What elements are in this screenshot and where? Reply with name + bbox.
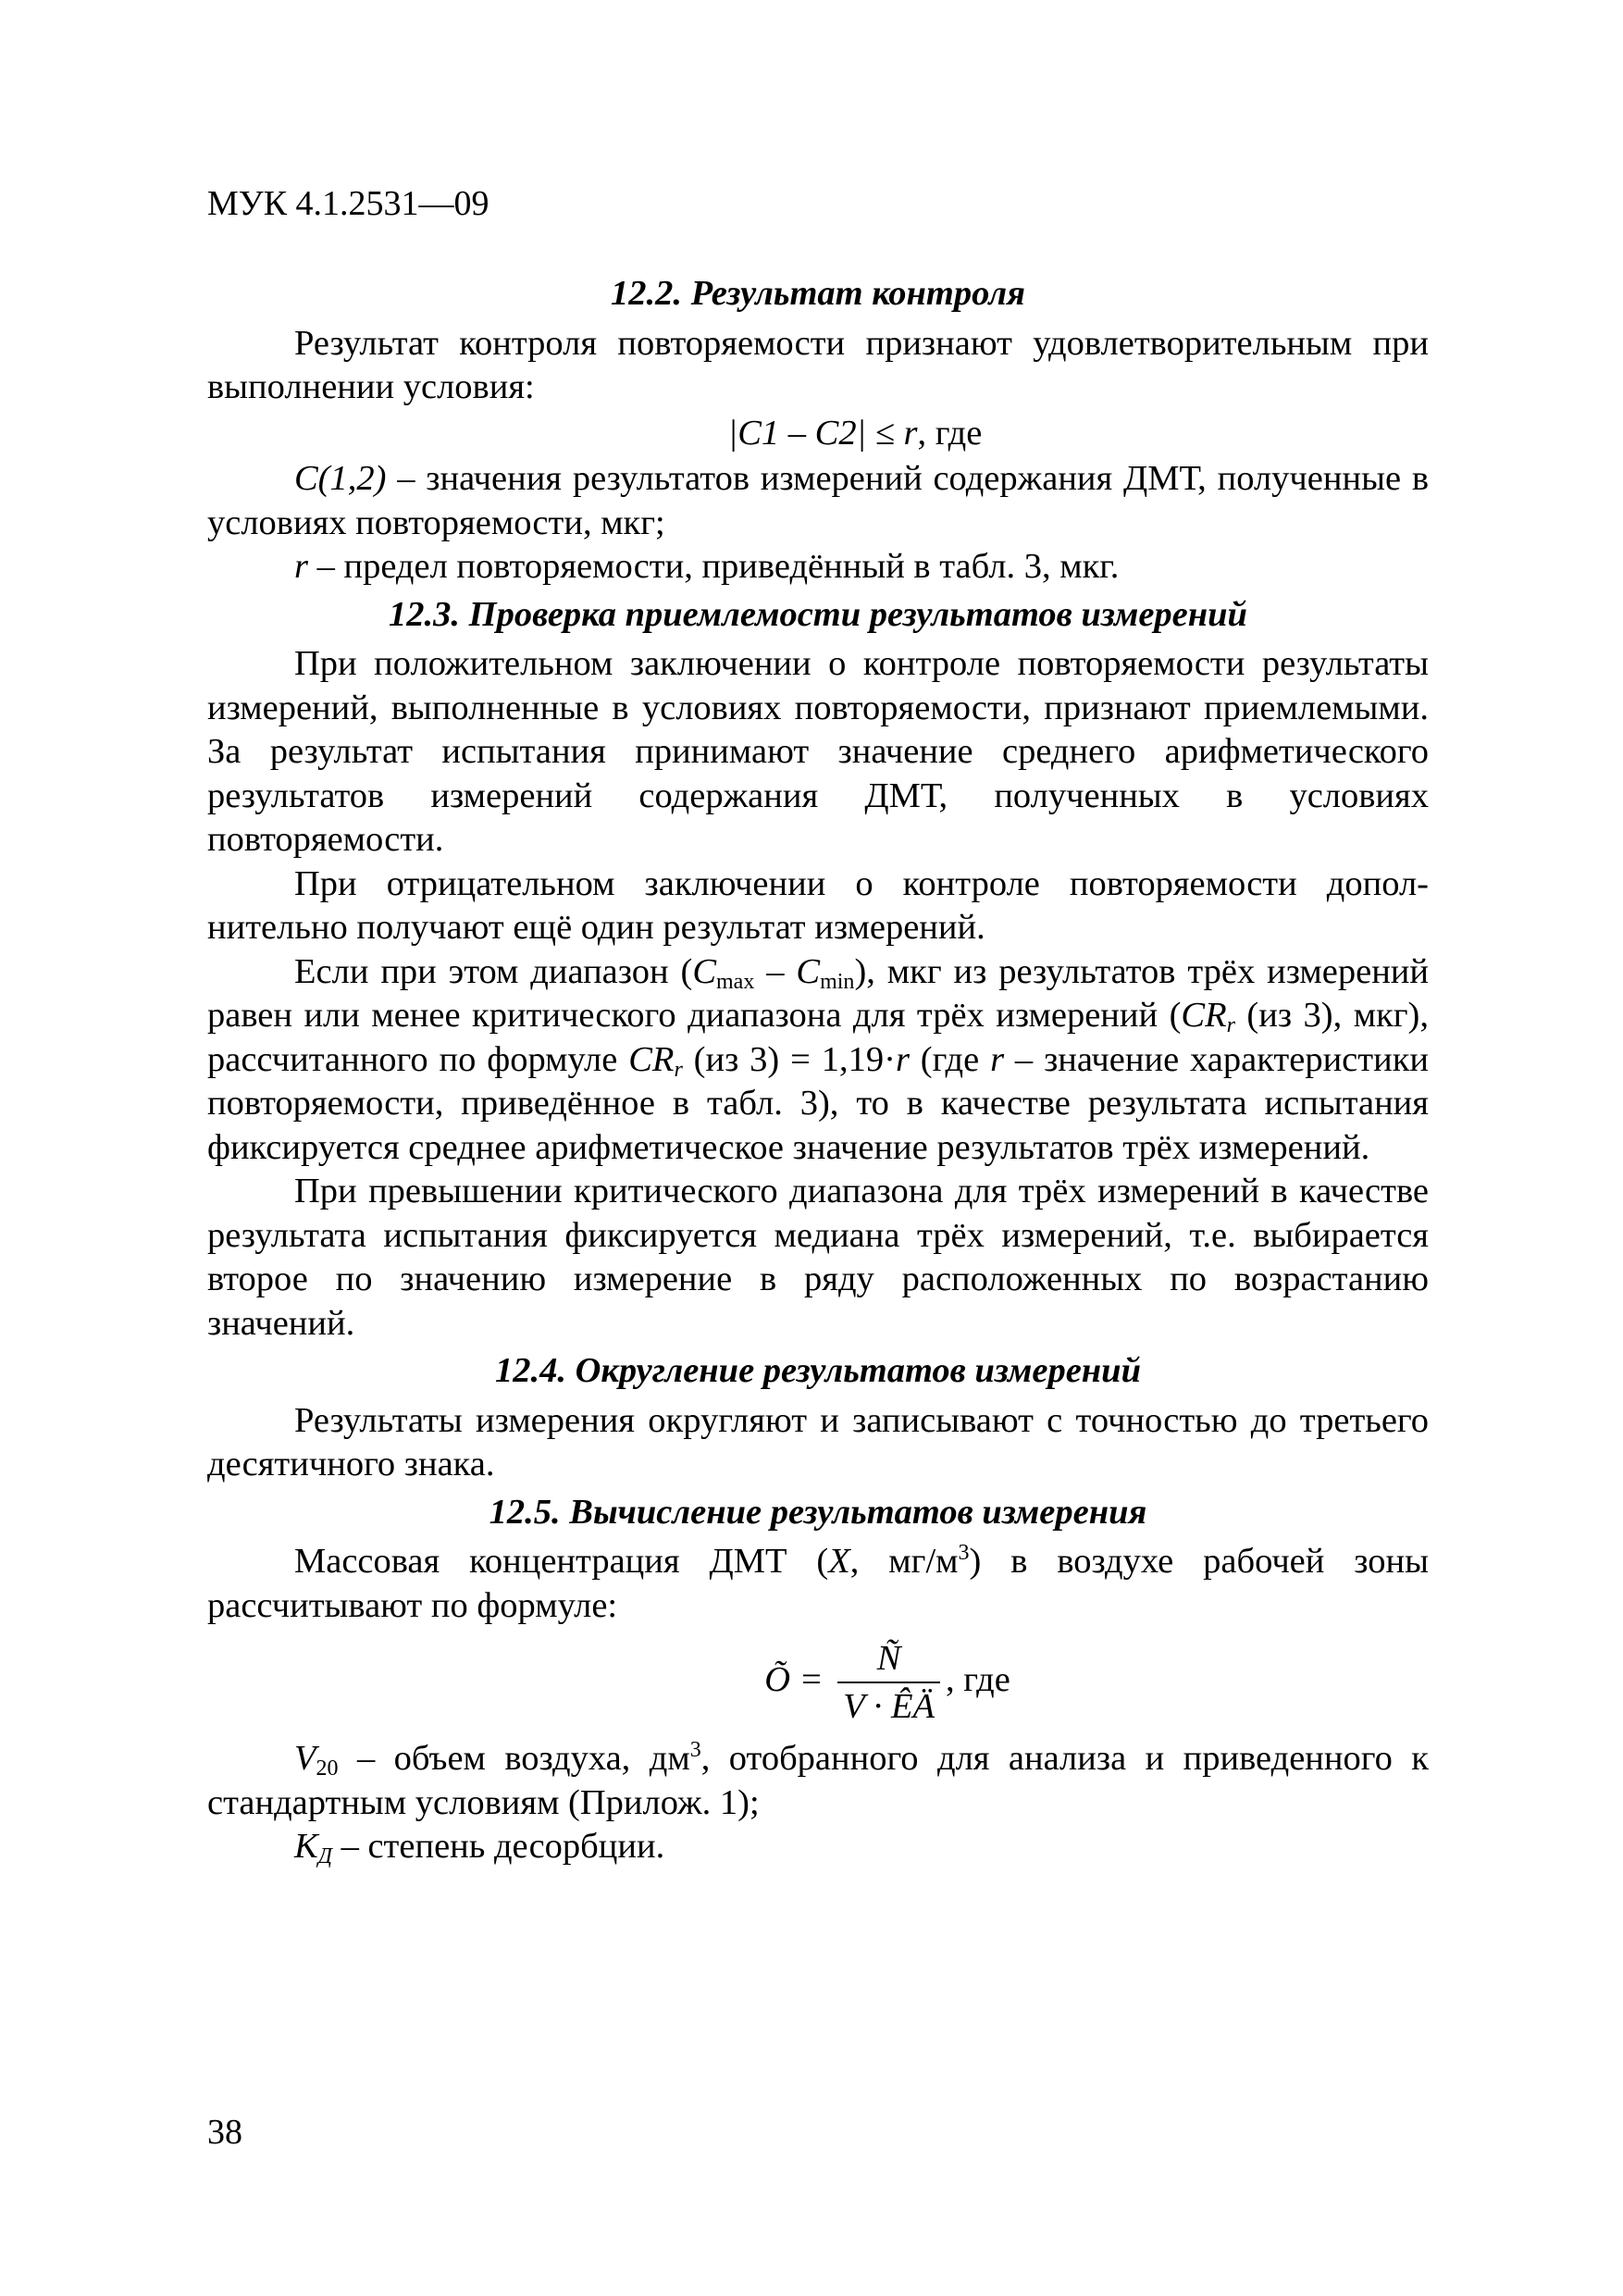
symbol-cmin: C — [796, 951, 821, 991]
definition-c12 — [207, 457, 1429, 545]
definition-v20 — [207, 1737, 1429, 1825]
para-3-dash: – — [754, 951, 797, 991]
para-3-text-f: – значение характеристики повторяемости, приведённое в табл. 3), то в качестве результата испытания фиксируется среднее арифметическое значение результатов трёх измерений. — [207, 1039, 1430, 1167]
definition-r-text: – предел повторяемости, приведённый в табл. 3, мкг. — [307, 547, 1120, 586]
symbol-r-inline-2: r — [990, 1039, 1005, 1079]
kd-subscript: Д — [317, 1844, 332, 1868]
section-12-3-para-4: При превышении критического диапазона для трёх измерений в качестве результата испытания фиксируется медиана трёх измерений, т.е. выбирается второе по значению измерение в ряду расположенных по возрастанию значений. — [207, 1172, 1429, 1343]
section-12-4-heading: 12.4. Округление результатов измерений — [494, 1351, 1141, 1390]
section-12-5-heading: 12.5. Вычисление результатов измерения — [489, 1492, 1147, 1532]
definition-kd-text: – степень десорбции. — [331, 1827, 665, 1866]
formula-fraction — [837, 1635, 940, 1730]
symbol-v20: V — [294, 1739, 316, 1778]
dm3-superscript: 3 — [689, 1738, 701, 1762]
unit-superscript: 3 — [958, 1541, 970, 1565]
crr-1-subscript: r — [1226, 1013, 1235, 1037]
para-12-5-text-b: , мг/м — [849, 1542, 959, 1581]
definition-c12-text: – значения результатов измерений содержания ДМТ, полученные в условиях повторяемости, мкг; — [207, 459, 1429, 542]
section-12-4-para-1: Результаты измерения округляют и записывают с точностью до третьего десятичного знака. — [207, 1400, 1429, 1483]
section-12-3-heading: 12.3. Проверка приемлемости результатов измерений — [389, 594, 1247, 634]
symbol-cmax: C — [692, 951, 717, 991]
document-code-header: МУК 4.1.2531—09 — [207, 184, 489, 223]
formula-suffix: , где — [917, 413, 983, 453]
definition-kd — [207, 1825, 1429, 1869]
section-12-2-intro: Результат контроля повторяемости признают удовлетворительным при выполнении условия: — [207, 323, 1429, 406]
cmax-subscript: max — [716, 969, 755, 994]
symbol-crr-1: CR — [1181, 996, 1227, 1035]
formula-lhs: Õ = — [764, 1659, 824, 1699]
symbol-crr-2: CR — [628, 1039, 675, 1079]
repeatability-formula — [207, 412, 1429, 456]
section-12-5-para-1 — [207, 1540, 1429, 1628]
para-12-5-text-a: Массовая концентрация ДМТ ( — [294, 1542, 829, 1581]
definition-v20-text-b: , отобранного для анализа и приведенного к стандартным условиям (Прилож. 1); — [207, 1739, 1429, 1822]
para-3-text-b: ), мкг из результатов трёх измерений равен или менее критического диапазона для трёх измерений ( — [207, 951, 1430, 1035]
para-12-5-text-c: ) в воздухе рабочей зоны рассчитывают по формуле: — [207, 1542, 1429, 1625]
fraction-denominator: V · ÊÄ — [843, 1687, 935, 1726]
symbol-c12: C(1,2) — [294, 459, 387, 498]
symbol-r: r — [294, 547, 308, 586]
section-12-3-para-3 — [207, 950, 1429, 1171]
para-3-text-d: (из 3) = 1,19· — [682, 1039, 896, 1079]
crr-2-subscript: r — [674, 1057, 683, 1082]
formula-expression: |C1 – C2| ≤ r — [727, 413, 918, 453]
para-3-text-a: Если при этом диапазон ( — [294, 951, 693, 991]
page-content — [207, 268, 1429, 1869]
definition-v20-text-a: – объем воздуха, дм — [338, 1739, 690, 1778]
v20-subscript: 20 — [316, 1756, 339, 1781]
section-12-3-para-2: При отрицательном заключении о контроле повторяемости дополнительно получают ещё один результат измерений. — [207, 863, 1429, 947]
symbol-kd: K — [294, 1827, 318, 1866]
para-3-text-c: (из 3), мкг), рассчитанного по формуле — [207, 996, 1430, 1079]
symbol-r-inline: r — [895, 1039, 910, 1079]
cmin-subscript: min — [820, 969, 855, 994]
section-12-2-heading: 12.2. Результат контроля — [610, 274, 1025, 313]
definition-r — [207, 545, 1429, 590]
formula-suffix-2: , где — [945, 1659, 1010, 1699]
page-number: 38 — [207, 2113, 242, 2152]
para-3-text-e: (где — [909, 1039, 991, 1079]
fraction-numerator: Ñ — [837, 1635, 940, 1683]
section-12-3-para-1: При положительном заключении о контроле повторяемости результаты измерений, выполненные в условиях повторяемости, признают приемлемыми. За результат испытания принимают значение среднего арифметического результатов измерений содержания ДМТ, полученных в условиях повторяемости. — [207, 644, 1429, 859]
concentration-formula — [207, 1635, 1429, 1730]
symbol-x: X — [828, 1542, 850, 1581]
